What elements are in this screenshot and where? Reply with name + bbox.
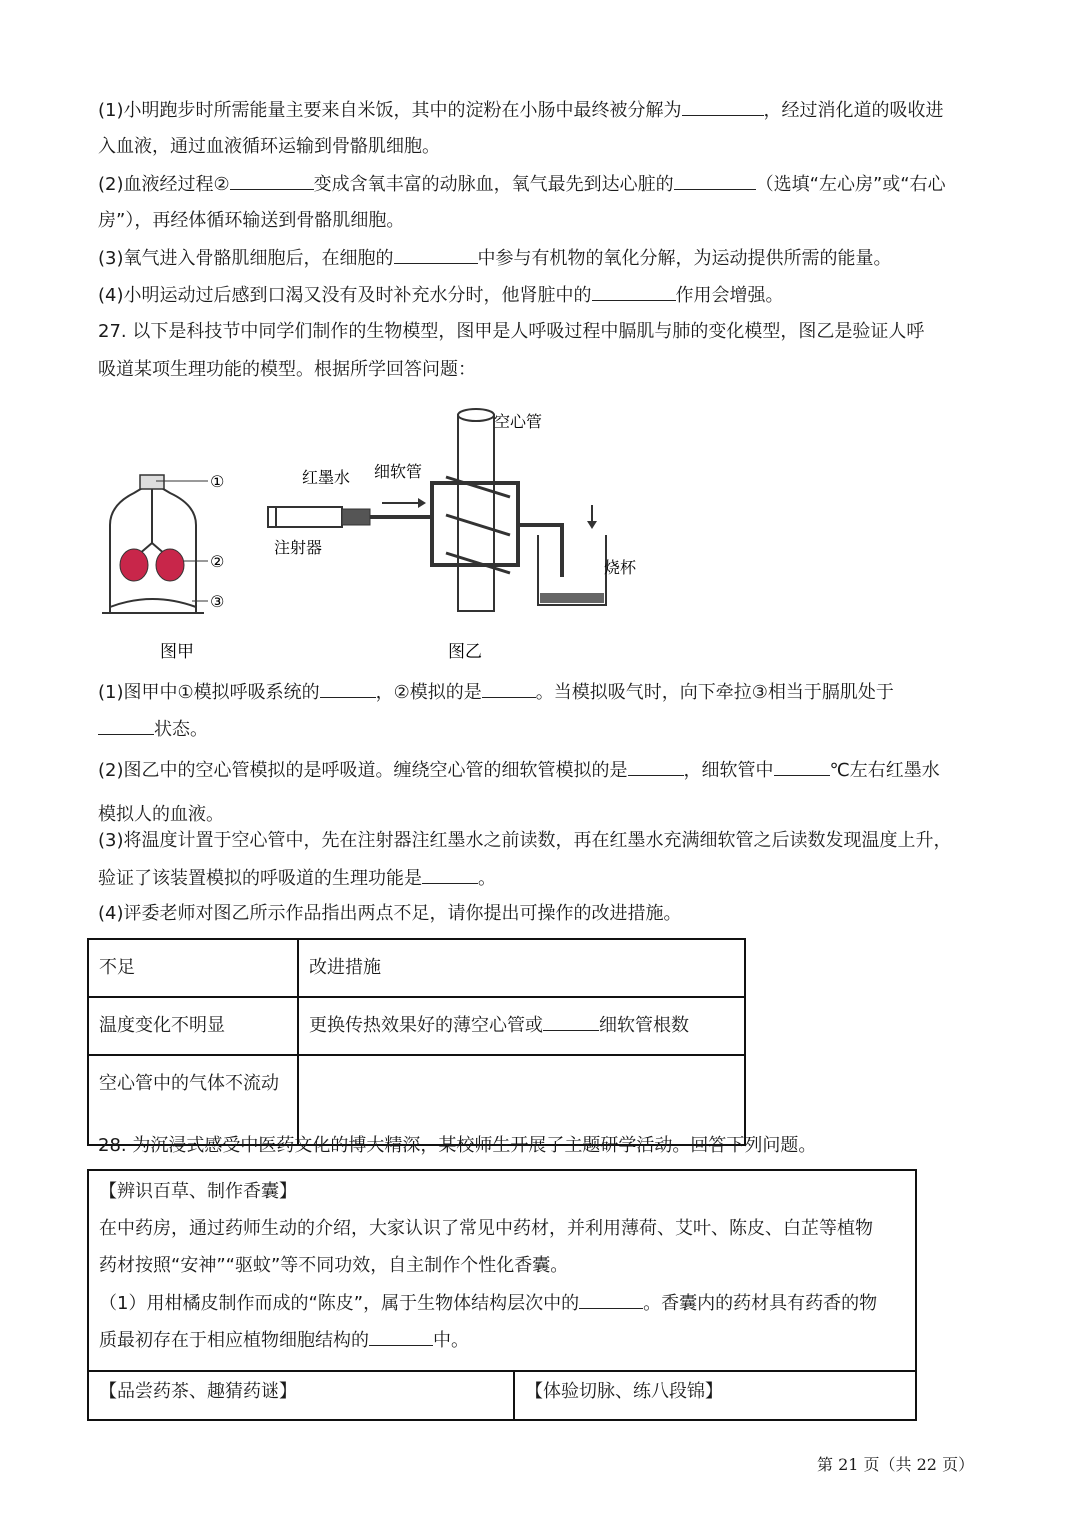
figure-jia-caption: 图甲 — [160, 642, 194, 662]
answer-blank[interactable] — [394, 245, 478, 264]
box-text-line: 药材按照“安神”“驱蚊”等不同功效，自主制作个性化香囊。 — [99, 1255, 569, 1276]
table-row — [88, 1055, 745, 1145]
box-section-title: 【体验切脉、练八段锦】 — [525, 1381, 723, 1402]
answer-blank[interactable] — [674, 171, 756, 190]
q26-part2: (2)血液经过程② 变成含氧丰富的动脉血，氧气最先到达心脏的 （选填“左心房”或“右心 — [98, 171, 946, 198]
label-3: ③ — [210, 592, 225, 611]
q27-intro-line2: 吸道某项生理功能的模型。根据所学回答问题： — [98, 359, 476, 380]
box-section-title: 【品尝药茶、趣猜药谜】 — [99, 1381, 297, 1402]
q27-intro-line1: 27. 以下是科技节中同学们制作的生物模型，图甲是人呼吸过程中膈肌与肺的变化模型，图乙是验证人呼 — [98, 321, 925, 342]
q27-part3-cont: 验证了该装置模拟的呼吸道的生理功能是 。 — [98, 865, 496, 892]
q26-part1-cont: 入血液，通过血液循环运输到骨骼肌细胞。 — [98, 136, 440, 157]
figure-jia-lung-model — [100, 465, 250, 665]
label-2: ② — [210, 552, 225, 571]
answer-blank[interactable] — [320, 679, 376, 698]
answer-blank[interactable] — [592, 282, 676, 301]
answer-blank[interactable] — [422, 865, 478, 884]
label-thin-tube: 细软管 — [374, 462, 423, 481]
q27-part1: (1)图甲中①模拟呼吸系统的 ，②模拟的是 。当模拟吸气时，向下牵拉③相当于膈肌处于 — [98, 679, 894, 706]
rubber-membrane — [110, 599, 196, 607]
improvement-table — [87, 938, 746, 1146]
label-beaker: 烧杯 — [604, 558, 637, 577]
q27-part2: (2)图乙中的空心管模拟的是呼吸道。缠绕空心管的细软管模拟的是 ，细软管中 ℃左右红墨水 — [98, 757, 940, 784]
answer-blank[interactable] — [628, 757, 684, 776]
table-row — [88, 939, 745, 997]
table-cell: 空心管中的气体不流动 — [88, 1055, 298, 1145]
q26-part3: (3)氧气进入骨骼肌细胞后，在细胞的 中参与有机物的氧化分解，为运动提供所需的能量。 — [98, 245, 892, 272]
answer-blank[interactable] — [482, 679, 536, 698]
table-header-cell: 不足 — [88, 939, 298, 997]
answer-blank[interactable] — [98, 716, 154, 735]
q26-part1: (1)小明跑步时所需能量主要来自米饭，其中的淀粉在小肠中最终被分解为 ，经过消化道的吸收进 — [98, 97, 944, 124]
label-1: ① — [210, 472, 225, 491]
answer-cell[interactable] — [298, 1055, 745, 1145]
q28-intro: 28. 为沉浸式感受中医药文化的博大精深，某校师生开展了主题研学活动。回答下列问题。 — [98, 1135, 817, 1156]
label-red-ink: 红墨水 — [302, 468, 351, 487]
q26-part4: (4)小明运动过后感到口渴又没有及时补充水分时，他肾脏中的 作用会增强。 — [98, 282, 784, 309]
q27-part1-cont: 状态。 — [98, 716, 208, 743]
figure-yi-respiratory-model — [262, 405, 662, 665]
balloon-left — [120, 549, 148, 581]
label-hollow-tube: 空心管 — [494, 412, 543, 431]
label-syringe: 注射器 — [274, 538, 323, 557]
table-row — [88, 997, 745, 1055]
box-question-1: （1）用柑橘皮制作而成的“陈皮”，属于生物体结构层次中的 。香囊内的药材具有药香的物 — [99, 1290, 877, 1317]
balloon-right — [156, 549, 184, 581]
box-text-line: 在中药房，通过药师生动的介绍，大家认识了常见中药材，并利用薄荷、艾叶、陈皮、白芷等植物 — [99, 1218, 873, 1239]
q28-activity-box — [87, 1169, 917, 1421]
box-question-1-cont: 质最初存在于相应植物细胞结构的 中。 — [99, 1327, 469, 1354]
hollow-tube — [458, 415, 494, 611]
answer-blank[interactable] — [682, 97, 764, 116]
answer-blank[interactable] — [230, 171, 314, 190]
table-cell: 更换传热效果好的薄空心管或 细软管根数 — [298, 997, 745, 1055]
answer-blank[interactable] — [369, 1327, 433, 1346]
stopper — [140, 475, 164, 489]
q27-part3: (3)将温度计置于空心管中，先在注射器注红墨水之前读数，再在红墨水充满细软管之后读数发现温度上升， — [98, 830, 952, 851]
answer-blank[interactable] — [543, 1012, 599, 1031]
answer-blank[interactable] — [774, 757, 830, 776]
answer-blank[interactable] — [579, 1290, 643, 1309]
q27-part4: (4)评委老师对图乙所示作品指出两点不足，请你提出可操作的改进措施。 — [98, 903, 682, 924]
figure-yi-caption: 图乙 — [448, 642, 482, 662]
box-section-title: 【辨识百草、制作香囊】 — [99, 1181, 297, 1202]
q27-part2-cont: 模拟人的血液。 — [98, 804, 224, 825]
page-number-footer: 第 21 页（共 22 页） — [817, 1455, 975, 1474]
q26-part2-cont: 房”），再经体循环输送到骨骼肌细胞。 — [98, 210, 405, 231]
table-cell: 温度变化不明显 — [88, 997, 298, 1055]
syringe — [268, 507, 342, 527]
table-header-cell: 改进措施 — [298, 939, 745, 997]
